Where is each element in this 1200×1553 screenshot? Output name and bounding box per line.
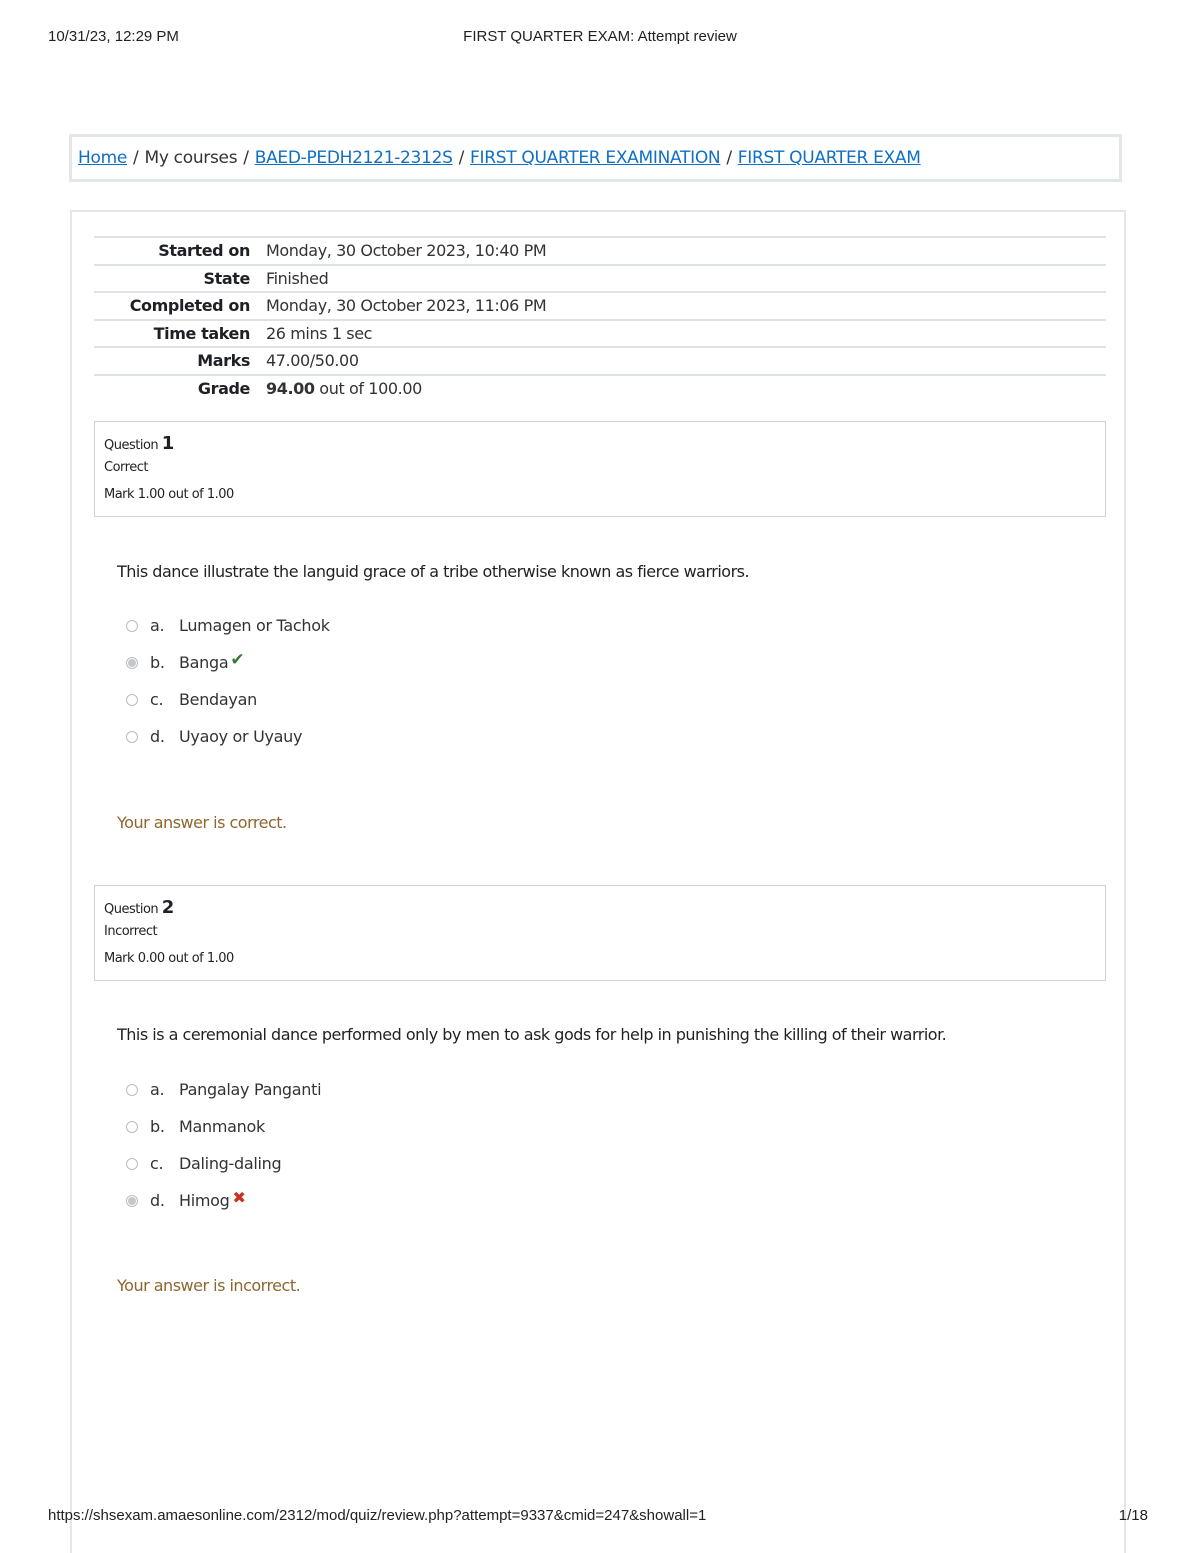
answer-feedback: Your answer is incorrect. — [117, 1276, 301, 1295]
print-page-number: 1/18 — [1118, 1507, 1148, 1524]
radio-button[interactable] — [126, 1158, 138, 1170]
answer-text: Pangalay Panganti — [179, 1080, 322, 1099]
summary-row — [94, 320, 1106, 348]
answer-option[interactable] — [126, 1108, 321, 1145]
answer-text: Bendayan — [179, 690, 257, 709]
print-header — [0, 28, 1200, 48]
question-label: Question — [104, 902, 159, 917]
answer-letter: b. — [150, 1117, 165, 1136]
summary-row — [94, 237, 1106, 265]
answer-list — [126, 1071, 321, 1219]
summary-value: Monday, 30 October 2023, 11:06 PM — [266, 292, 1106, 320]
answer-option[interactable] — [126, 1182, 321, 1219]
breadcrumb-section-link[interactable]: FIRST QUARTER EXAMINATION — [470, 148, 721, 168]
question-number — [104, 430, 1105, 458]
breadcrumb-separator: / — [243, 148, 249, 168]
answer-text: Banga — [179, 653, 229, 672]
summary-value: Finished — [266, 265, 1106, 293]
answer-letter: a. — [150, 616, 165, 635]
answer-list — [126, 607, 330, 755]
answer-text: Uyaoy or Uyauy — [179, 727, 303, 746]
question-number-value: 1 — [161, 433, 174, 454]
answer-option[interactable] — [126, 644, 330, 681]
radio-button[interactable] — [126, 620, 138, 632]
radio-button[interactable] — [126, 1084, 138, 1096]
answer-text: Lumagen or Tachok — [179, 616, 330, 635]
grade-out-of: out of 100.00 — [314, 379, 422, 399]
summary-label: Marks — [94, 347, 266, 375]
breadcrumb-my-courses: My courses — [144, 148, 238, 168]
question-grade: Mark 0.00 out of 1.00 — [104, 951, 234, 966]
summary-value — [266, 375, 1106, 403]
question-info-box — [94, 885, 1106, 981]
question-info-box — [94, 421, 1106, 517]
quiz-review-region — [70, 210, 1126, 1553]
radio-button[interactable] — [126, 731, 138, 743]
question-text: This is a ceremonial dance performed only by men to ask gods for help in punishing the killing of their warrior. — [117, 1025, 947, 1044]
answer-option[interactable] — [126, 1145, 321, 1182]
print-datetime: 10/31/23, 12:29 PM — [48, 28, 179, 45]
summary-row — [94, 375, 1106, 403]
question-grade: Mark 1.00 out of 1.00 — [104, 487, 234, 502]
breadcrumb-separator: / — [133, 148, 139, 168]
print-title: FIRST QUARTER EXAM: Attempt review — [463, 28, 737, 45]
question-state: Correct — [104, 460, 148, 475]
radio-button-selected[interactable] — [126, 657, 138, 669]
answer-letter: c. — [150, 1154, 164, 1173]
attempt-summary-table — [94, 236, 1106, 402]
radio-button[interactable] — [126, 694, 138, 706]
breadcrumb-separator: / — [458, 148, 465, 168]
question-label: Question — [104, 438, 159, 453]
answer-letter: b. — [150, 653, 165, 672]
summary-row — [94, 292, 1106, 320]
summary-label: State — [94, 265, 266, 293]
breadcrumb-separator: / — [726, 148, 732, 168]
summary-label: Completed on — [94, 292, 266, 320]
cross-icon: ✖ — [232, 1188, 246, 1207]
radio-button[interactable] — [126, 1121, 138, 1133]
breadcrumb-course-link[interactable]: BAED-PEDH2121-2312S — [254, 148, 453, 168]
summary-label: Time taken — [94, 320, 266, 348]
answer-option[interactable] — [126, 607, 330, 644]
question-number — [104, 894, 1105, 922]
summary-label: Grade — [94, 375, 266, 403]
answer-letter: d. — [150, 1191, 165, 1210]
answer-letter: c. — [150, 690, 164, 709]
print-footer — [0, 1507, 1200, 1527]
summary-row — [94, 265, 1106, 293]
question-state: Incorrect — [104, 924, 158, 939]
radio-button-selected[interactable] — [126, 1195, 138, 1207]
answer-option[interactable] — [126, 1071, 321, 1108]
grade-value: 94.00 — [266, 379, 315, 399]
summary-value: Monday, 30 October 2023, 10:40 PM — [266, 237, 1106, 265]
answer-letter: d. — [150, 727, 165, 746]
answer-option[interactable] — [126, 718, 330, 755]
print-url: https://shsexam.amaesonline.com/2312/mod/quiz/review.php?attempt=9337&cmid=247&showall=1 — [48, 1507, 707, 1524]
answer-text: Daling-daling — [179, 1154, 282, 1173]
breadcrumb-quiz-link[interactable]: FIRST QUARTER EXAM — [737, 148, 921, 168]
summary-value: 26 mins 1 sec — [266, 320, 1106, 348]
summary-label: Started on — [94, 237, 266, 265]
answer-text: Himog — [179, 1191, 230, 1210]
question-number-value: 2 — [161, 897, 174, 918]
answer-feedback: Your answer is correct. — [117, 813, 287, 832]
breadcrumb-home-link[interactable]: Home — [78, 148, 128, 168]
answer-letter: a. — [150, 1080, 165, 1099]
breadcrumb — [69, 134, 1122, 182]
summary-row — [94, 347, 1106, 375]
check-icon: ✔ — [230, 649, 245, 670]
question-text: This dance illustrate the languid grace of a tribe otherwise known as fierce warriors. — [117, 562, 750, 581]
answer-text: Manmanok — [179, 1117, 265, 1136]
answer-option[interactable] — [126, 681, 330, 718]
summary-value: 47.00/50.00 — [266, 347, 1106, 375]
